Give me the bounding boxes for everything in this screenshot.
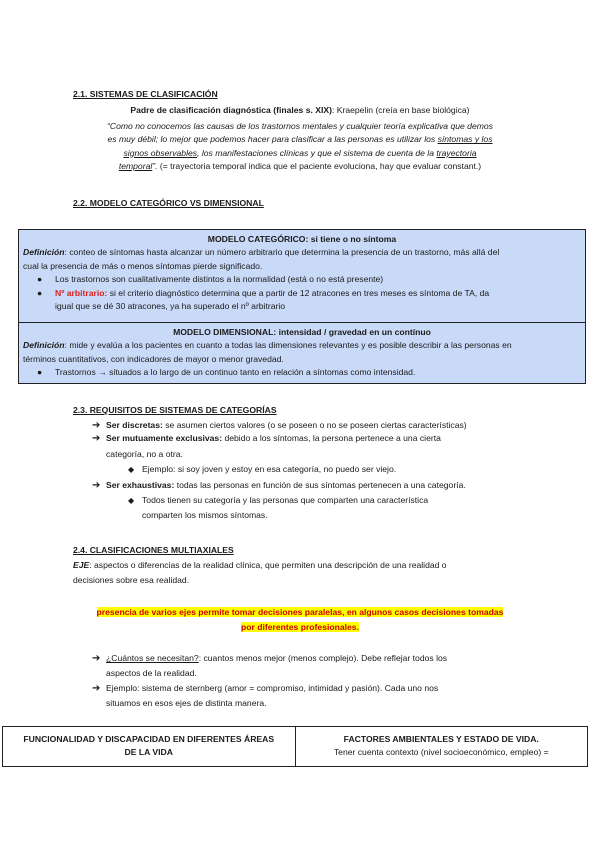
requirement-label: Ser exhaustivas:: [106, 479, 175, 490]
quote-note: (= trayectoria temporal indica que el paciente evoluciona, hay que evaluar constant.): [157, 161, 482, 172]
definition-text: : mide y evalúa a los pacientes en cuanto a todas las dimensiones relevantes y es posible describir a las personas en: [64, 340, 512, 351]
definition-label: Definición: [23, 247, 65, 258]
quote-text: , los manifestaciones clínicas y que el sistema de cuenta de la: [197, 147, 437, 158]
categorical-definition-cont: cual la presencia de más o menos síntomas pierde significado.: [23, 260, 263, 271]
arrow-icon: ➔: [92, 653, 101, 664]
eje-line-1: [73, 558, 543, 573]
requirement-label: Ser mutuamente exclusivas:: [106, 433, 223, 444]
requirements-list: [92, 419, 562, 523]
table-cell: [295, 727, 588, 767]
eje-text: : aspectos o diferencias de la realidad clínica, que permiten una descripción de una realidad o: [89, 560, 447, 570]
quote-line-2: [40, 133, 560, 146]
list-item-cont: categoría, no a otra.: [106, 448, 183, 459]
list-item: [92, 651, 532, 666]
quote-line-4: [40, 160, 560, 173]
requirement-label: Ser discretas:: [106, 420, 163, 430]
section-2-3-heading: 2.3. REQUISITOS DE SISTEMAS DE CATEGORÍAS: [73, 405, 277, 415]
dimensional-definition: [23, 339, 581, 352]
arbitrary-number-label: Nº arbitrario:: [55, 287, 108, 298]
sub-list-item: [128, 494, 562, 507]
eje-line-2: decisiones sobre esa realidad.: [73, 575, 190, 585]
quote-underline: trayectoria: [436, 147, 477, 158]
diamond-icon: ◆: [128, 465, 135, 475]
categorical-model-box: [18, 229, 586, 323]
quote-text: ”.: [152, 161, 158, 172]
list-item: [23, 366, 581, 379]
table-cell: [3, 727, 296, 767]
quote-text: es muy débil; lo mejor que podemos hacer para clasificar a las personas es utilizar los: [107, 134, 438, 145]
arrow-icon: ➔: [92, 683, 101, 694]
quote-line-3: [40, 147, 560, 160]
arrow-icon: ➔: [92, 433, 101, 445]
question-text: ¿Cuántos se necesitan?: [106, 653, 199, 663]
quote-line-1: “Como no conocemos las causas de los trastornos mentales y cualquier teoría explicativa que demos: [107, 121, 493, 131]
list-item: [92, 432, 562, 445]
highlight-block: [50, 605, 550, 635]
table-row: [3, 727, 588, 767]
kraepelin-rest: : Kraepelin (creía en base biológica): [331, 105, 470, 115]
list-item-cont: aspectos de la realidad.: [106, 668, 197, 678]
arrow-icon: ➔: [92, 420, 101, 431]
list-item: [92, 479, 562, 492]
highlight-line-2: [50, 620, 550, 635]
requirement-text: todas las personas en función de sus síntomas pertenecen a una categoría.: [174, 479, 466, 490]
sub-item-text: Ejemplo: si soy joven y estoy en esa categoría, no puedo ser viejo.: [142, 464, 397, 475]
sub-list-item: [128, 463, 562, 476]
multiaxial-list: [92, 651, 532, 711]
highlight-line-1: [50, 605, 550, 620]
quote-underline: temporal: [118, 161, 153, 172]
bullet-icon: ●: [37, 274, 43, 285]
categorical-definition: [23, 246, 581, 259]
eje-definition: [73, 558, 543, 588]
list-item: [23, 287, 581, 300]
list-item: [23, 273, 581, 286]
bullet-icon: ●: [37, 367, 43, 378]
cell-title: FACTORES AMBIENTALES Y ESTADO DE VIDA.: [343, 734, 539, 744]
dimensional-model-title: MODELO DIMENSIONAL: intensidad / gravedad en un contínuo: [173, 327, 431, 337]
sub-item-text: Todos tienen su categoría y las personas que comparten una característica: [142, 495, 429, 506]
list-item: [92, 419, 562, 432]
list-item-text: Ejemplo: sistema de sternberg (amor = compromiso, intimidad y pasión). Cada uno nos: [106, 683, 439, 693]
list-item-text: Trastornos → situados a lo largo de un continuo tanto en relación a síntomas como intensidad.: [55, 367, 416, 378]
cell-title-cont: DE LA VIDA: [124, 747, 173, 758]
eje-label: EJE: [73, 560, 90, 570]
quote-block: [40, 120, 560, 174]
quote-underline: síntomas y los: [437, 134, 493, 145]
definition-label: Definición: [23, 340, 65, 351]
list-item-text: si el criterio diagnóstico determina que a partir de 12 atracones en tres meses es síntoma de TA, da: [107, 287, 490, 298]
kraepelin-bold: Padre de clasificación diagnóstica (finales s. XIX): [130, 105, 332, 115]
diamond-icon: ◆: [128, 496, 135, 506]
sub-list-item-cont: comparten los mismos síntomas.: [142, 510, 268, 521]
cell-text: Tener cuenta contexto (nivel socioeconómico, empleo) =: [333, 747, 549, 758]
arrow-icon: ➔: [92, 479, 101, 491]
list-item-text: : cuantos menos mejor (menos complejo). Debe reflejar todos los: [198, 653, 448, 663]
highlight-text: presencia de varios ejes permite tomar decisiones paralelas, en algunos casos decisiones tomadas: [96, 607, 504, 617]
list-item-cont: situamos en esos ejes de distinta manera.: [106, 698, 267, 708]
axes-table: [2, 726, 588, 767]
dimensional-definition-cont: términos cuantitativos, con indicadores de mayor o menor gravedad.: [23, 353, 284, 364]
categorical-model-title: MODELO CATEGÓRICO: si tiene o no síntoma: [207, 234, 397, 244]
list-item: [92, 681, 532, 696]
requirement-text: se asumen ciertos valores (o se poseen o no se poseen ciertas características): [162, 420, 467, 430]
quote-underline: signos observables: [123, 147, 198, 158]
dimensional-model-box: [18, 322, 586, 384]
highlight-text: por diferentes profesionales.: [241, 622, 359, 632]
bullet-icon: ●: [37, 287, 43, 298]
list-item-text: Los trastornos son cualitativamente distintos a la normalidad (está o no está presente): [55, 274, 384, 285]
requirement-text: debido a los síntomas, la persona pertenece a una cierta: [222, 433, 441, 444]
section-2-4-heading: 2.4. CLASIFICACIONES MULTIAXIALES: [73, 545, 234, 555]
section-2-2-heading: 2.2. MODELO CATEGÓRICO VS DIMENSIONAL: [73, 198, 264, 208]
list-item-cont: igual que se dé 30 atracones, ya ha superado el nº arbitrario: [55, 301, 286, 312]
definition-text: : conteo de síntomas hasta alcanzar un número arbitrario que determina la presencia de un trastorno, más allá del: [64, 247, 500, 258]
cell-title: FUNCIONALIDAD Y DISCAPACIDAD EN DIFERENTES ÁREAS: [23, 734, 275, 744]
section-2-1-heading: 2.1. SISTEMAS DE CLASIFICACIÓN: [73, 89, 218, 99]
section-2-1-line1: [60, 104, 540, 117]
